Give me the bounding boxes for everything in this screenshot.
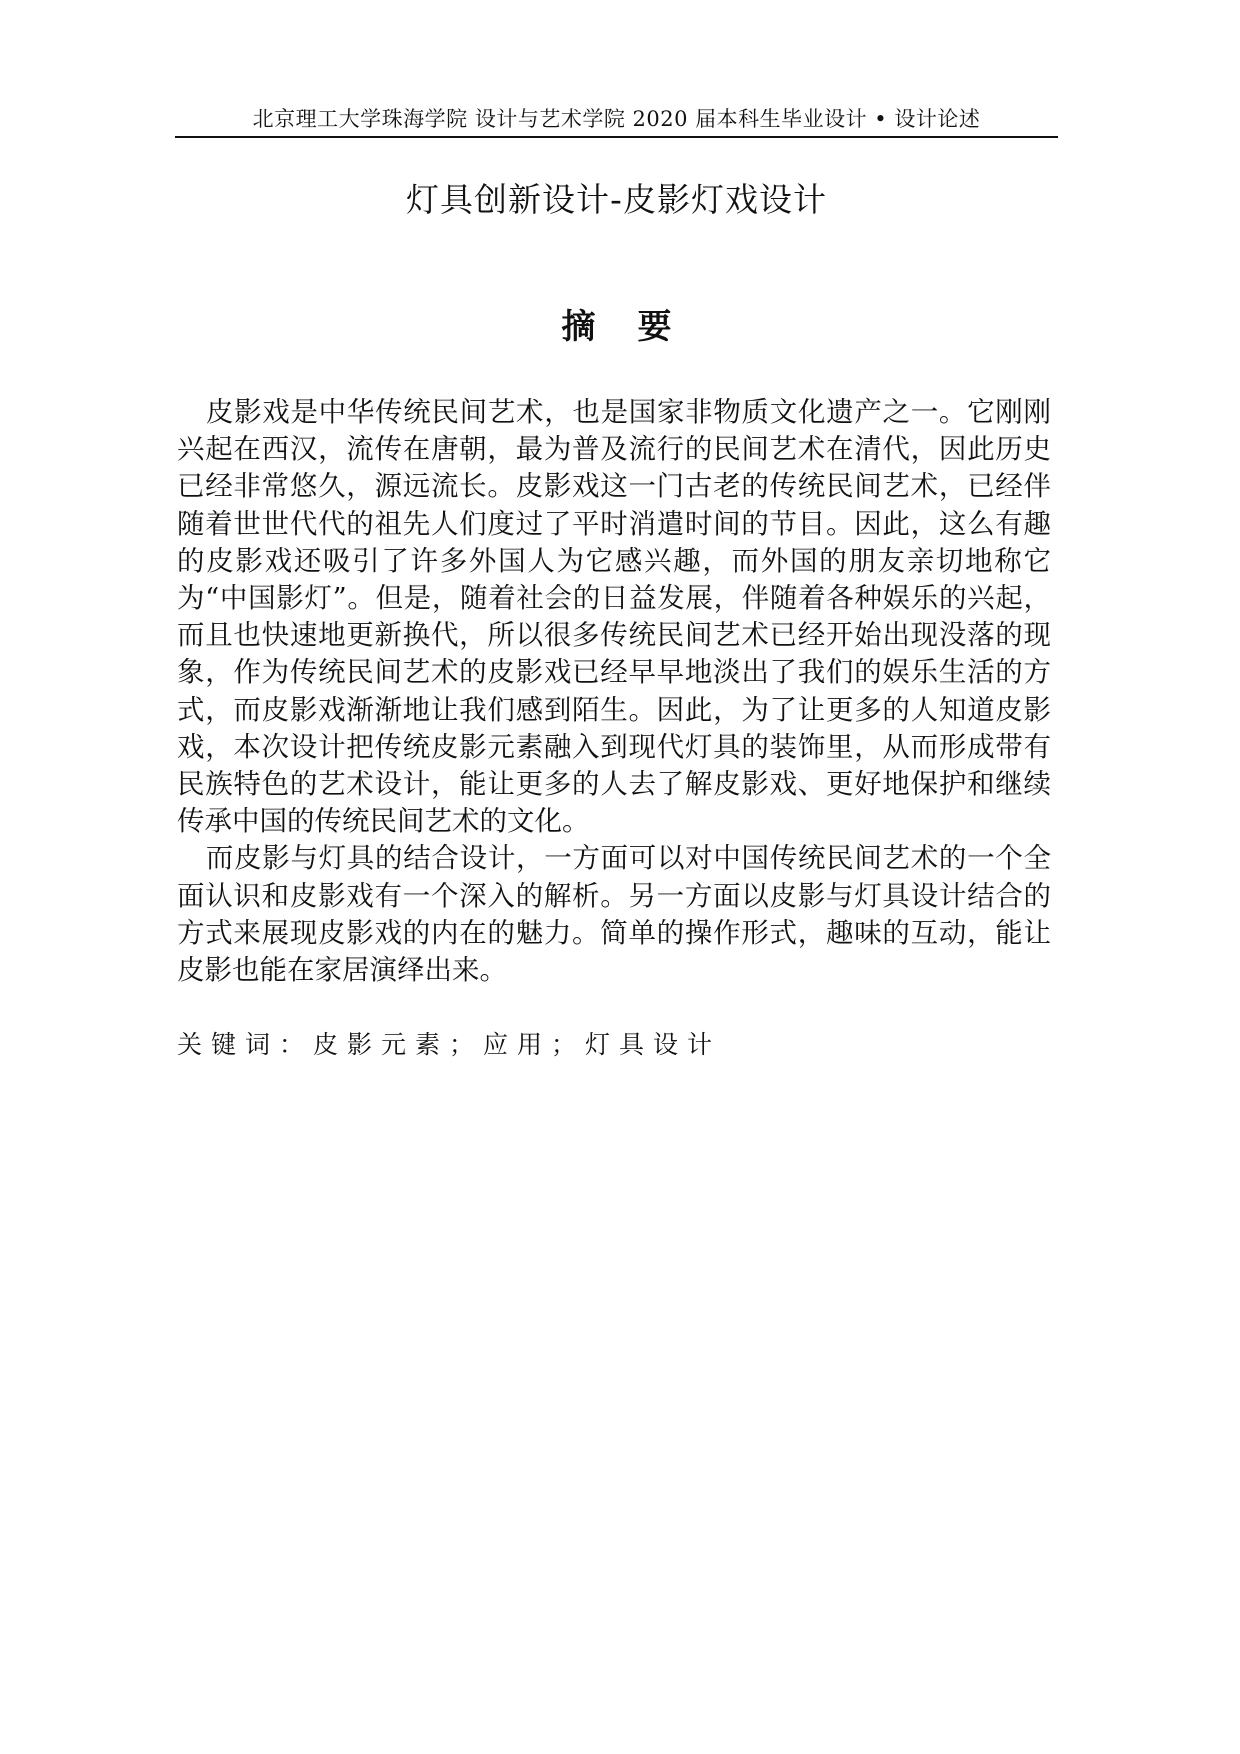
document-title: 灯具创新设计-皮影灯戏设计 [406, 180, 827, 219]
abstract-body [177, 394, 1051, 989]
abstract-heading-char-2: 要 [637, 307, 672, 347]
abstract-paragraph-1: 皮影戏是中华传统民间艺术，也是国家非物质文化遗产之一。它刚刚兴起在西汉，流传在唐朝，最为普及流行的民间艺术在清代，因此历史已经非常悠久，源远流长。皮影戏这一门古老的传统民间艺术，已经伴随着世世代代的祖先人们度过了平时消遣时间的节目。因此，这么有趣的皮影戏还吸引了许多外国人为它感兴趣，而外国的朋友亲切地称它为“中国影灯”。但是，随着社会的日益发展，伴随着各种娱乐的兴起，而且也快速地更新换代，所以很多传统民间艺术已经开始出现没落的现象，作为传统民间艺术的皮影戏已经早早地淡出了我们的娱乐生活的方式，而皮影戏渐渐地让我们感到陌生。因此，为了让更多的人知道皮影戏，本次设计把传统皮影元素融入到现代灯具的装饰里，从而形成带有民族特色的艺术设计，能让更多的人去了解皮影戏、更好地保护和继续传承中国的传统民间艺术的文化。 [177, 396, 1051, 838]
header-divider [175, 136, 1058, 138]
abstract-heading-char-1: 摘 [561, 307, 596, 347]
abstract-paragraph-2: 而皮影与灯具的结合设计，一方面可以对中国传统民间艺术的一个全面认识和皮影戏有一个深入的解析。另一方面以皮影与灯具设计结合的方式来展现皮影戏的内在的魅力。简单的操作形式，趣味的互动，能让皮影也能在家居演绎出来。 [177, 842, 1051, 987]
abstract-heading [175, 305, 1058, 349]
page-header: 北京理工大学珠海学院 设计与艺术学院 2020 届本科生毕业设计 • 设计论述 [252, 107, 981, 131]
keywords-line: 关键词：皮影元素；应用；灯具设计 [177, 1030, 722, 1059]
